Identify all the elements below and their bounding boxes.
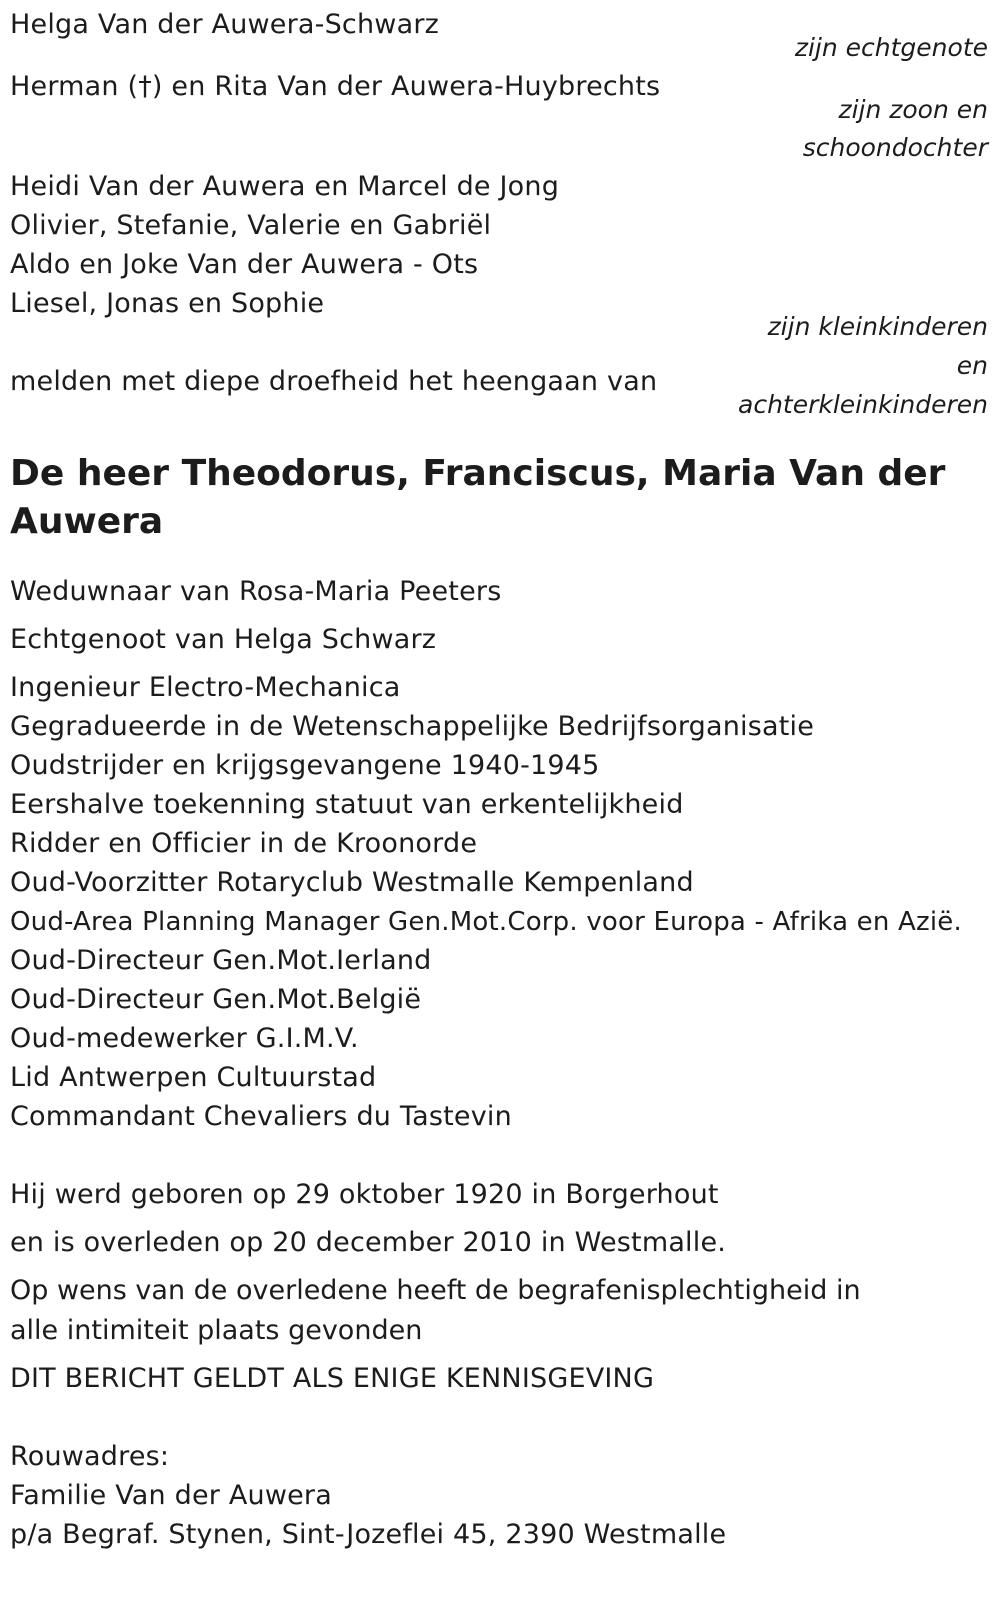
relation-spouse: zijn echtgenote xyxy=(794,33,988,62)
relation-grandchildren-line3: achterkleinkinderen xyxy=(738,390,988,419)
title-line: Oud-Directeur Gen.Mot.Ierland xyxy=(10,945,432,976)
title-line: Lid Antwerpen Cultuurstad xyxy=(10,1062,377,1093)
death-line: en is overleden op 20 december 2010 in Westmalle. xyxy=(10,1227,727,1258)
birth-line: Hij werd geboren op 29 oktober 1920 in Borgerhout xyxy=(10,1179,719,1210)
relation-grandchildren-line2: en xyxy=(956,351,988,380)
title-line: Ridder en Officier in de Kroonorde xyxy=(10,828,478,859)
title-line: Commandant Chevaliers du Tastevin xyxy=(10,1101,512,1132)
family-line-grandchild-1: Heidi Van der Auwera en Marcel de Jong xyxy=(10,171,560,202)
title-line: Oudstrijder en krijgsgevangene 1940-1945 xyxy=(10,750,600,781)
title-line: Oud-Voorzitter Rotaryclub Westmalle Kempenland xyxy=(10,867,694,898)
announcement-line: melden met diepe droefheid het heengaan van xyxy=(10,366,658,397)
title-widower: Weduwnaar van Rosa-Maria Peeters xyxy=(10,576,502,607)
relation-son-line1: zijn zoon en xyxy=(838,95,988,124)
title-line: Gegradueerde in de Wetenschappelijke Bedrijfsorganisatie xyxy=(10,711,815,742)
family-line-son: Herman (†) en Rita Van der Auwera-Huybrechts xyxy=(10,71,661,102)
title-line: Eershalve toekenning statuut van erkentelijkheid xyxy=(10,789,684,820)
title-spouse: Echtgenoot van Helga Schwarz xyxy=(10,624,437,655)
title-line: Oud-medewerker G.I.M.V. xyxy=(10,1023,359,1054)
deceased-name: De heer Theodorus, Franciscus, Maria Van der Auwera xyxy=(10,453,946,542)
address-name: Familie Van der Auwera xyxy=(10,1480,332,1511)
address-street: p/a Begraf. Stynen, Sint-Jozeflei 45, 2390 Westmalle xyxy=(10,1519,727,1550)
title-line: Oud-Area Planning Manager Gen.Mot.Corp. voor Europa - Afrika en Azië. xyxy=(10,907,962,937)
address-label: Rouwadres: xyxy=(10,1441,170,1472)
family-line-grandchild-2: Olivier, Stefanie, Valerie en Gabriël xyxy=(10,210,492,241)
family-line-grandchild-3: Aldo en Joke Van der Auwera - Ots xyxy=(10,249,479,280)
title-line: Ingenieur Electro-Mechanica xyxy=(10,672,401,703)
relation-grandchildren-line1: zijn kleinkinderen xyxy=(767,312,988,341)
title-line: Oud-Directeur Gen.Mot.België xyxy=(10,984,422,1015)
notice-line: DIT BERICHT GELDT ALS ENIGE KENNISGEVING xyxy=(10,1363,655,1394)
funeral-note: Op wens van de overledene heeft de begrafenisplechtigheid in alle intimiteit plaats gevonden xyxy=(10,1275,861,1346)
family-line-grandchild-4: Liesel, Jonas en Sophie xyxy=(10,288,325,319)
family-line-spouse: Helga Van der Auwera-Schwarz xyxy=(10,9,439,40)
relation-son-line2: schoondochter xyxy=(802,133,988,162)
